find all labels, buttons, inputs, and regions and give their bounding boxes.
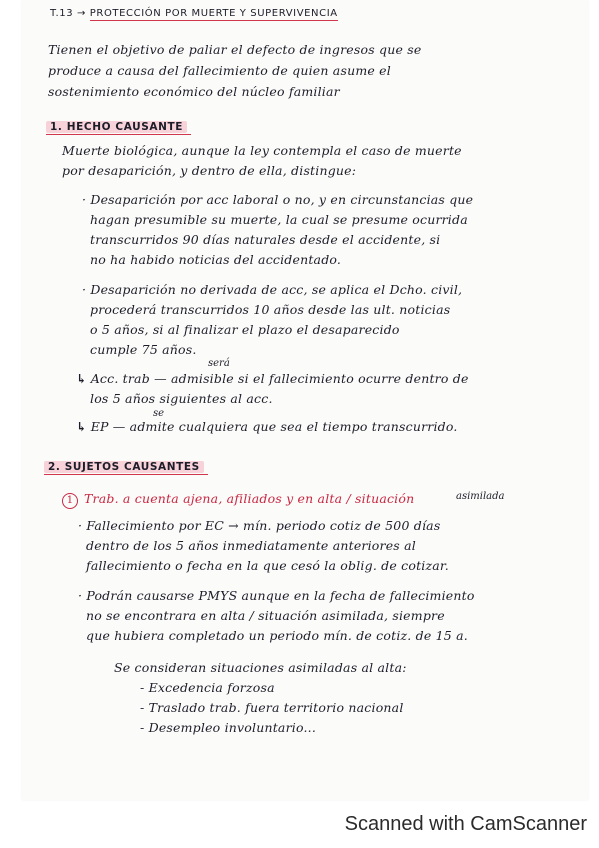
bullet-line: dentro de los 5 años inmediatamente anteriores al — [86, 538, 416, 553]
bullet-line: hagan presumible su muerte, la cual se presume ocurrida — [90, 212, 468, 227]
body-line: por desaparición, y dentro de ella, distingue: — [62, 163, 357, 178]
bullet-line: que hubiera completado un periodo mín. de cotiz. de 15 a. — [86, 628, 468, 643]
bullet-line: fallecimiento o fecha en la que cesó la oblig. de cotizar. — [86, 558, 449, 573]
section-heading-sujetos-causantes: 2. SUJETOS CAUSANTES — [44, 461, 204, 473]
bullet-line: cumple 75 años. — [90, 342, 197, 357]
list-item: - Desempleo involuntario... — [140, 720, 316, 735]
bullet-line: · Fallecimiento por EC → mín. periodo cotiz de 500 días — [78, 518, 441, 533]
item-title-line — [62, 491, 414, 509]
list-item: - Excedencia forzosa — [140, 680, 275, 695]
body-line: los 5 años siguientes al acc. — [90, 391, 273, 406]
bullet-line: · Podrán causarse PMYS aunque en la fecha de fallecimiento — [78, 588, 475, 603]
scanned-page — [22, 0, 588, 800]
bullet-line: · Desaparición por acc laboral o no, y en circunstancias que — [82, 192, 474, 207]
intro-line: produce a causa del fallecimiento de quien asume el — [48, 63, 391, 78]
body-line: Muerte biológica, aunque la ley contempla el caso de muerte — [62, 143, 462, 158]
bullet-line: no se encontrara en alta / situación asimilada, siempre — [86, 608, 445, 623]
intro-line: Tienen el objetivo de paliar el defecto de ingresos que se — [48, 42, 422, 57]
item-title: Trab. a cuenta ajena, afiliados y en alta / situación — [84, 491, 415, 506]
list-item: - Traslado trab. fuera territorio nacional — [140, 700, 404, 715]
superscript-note: será — [208, 358, 230, 369]
arrow-line-acc-trab — [76, 371, 469, 386]
page-title — [50, 8, 338, 19]
body-line: Se consideran situaciones asimiladas al alta: — [114, 660, 407, 675]
return-arrow-icon: ↳ — [76, 371, 87, 386]
acc-trab-text: Acc. trab — admisible si el fallecimiento ocurre dentro de — [90, 371, 469, 386]
bullet-line: procederá transcurridos 10 años desde las ult. noticias — [90, 302, 451, 317]
superscript-note: se — [153, 408, 165, 419]
bullet-line: o 5 años, si al finalizar el plazo el desaparecido — [90, 322, 400, 337]
bullet-line: transcurridos 90 días naturales desde el accidente, si — [90, 232, 441, 247]
return-arrow-icon: ↳ — [76, 419, 87, 434]
title-label: PROTECCIÓN POR MUERTE Y SUPERVIVENCIA — [89, 8, 338, 19]
item-title-sub: asimilada — [456, 491, 505, 502]
title-prefix: T.13 → — [50, 8, 86, 19]
bullet-line: · Desaparición no derivada de acc, se aplica el Dcho. civil, — [82, 282, 463, 297]
bullet-line: no ha habido noticias del accidentado. — [90, 252, 342, 267]
ep-text: EP — admite cualquiera que sea el tiempo transcurrido. — [90, 419, 458, 434]
section-heading-hecho-causante: 1. HECHO CAUSANTE — [46, 121, 187, 133]
camscanner-watermark: Scanned with CamScanner — [344, 813, 587, 835]
circled-number-1: 1 — [62, 493, 78, 509]
intro-line: sostenimiento económico del núcleo familiar — [48, 84, 340, 99]
arrow-line-ep — [76, 419, 458, 434]
